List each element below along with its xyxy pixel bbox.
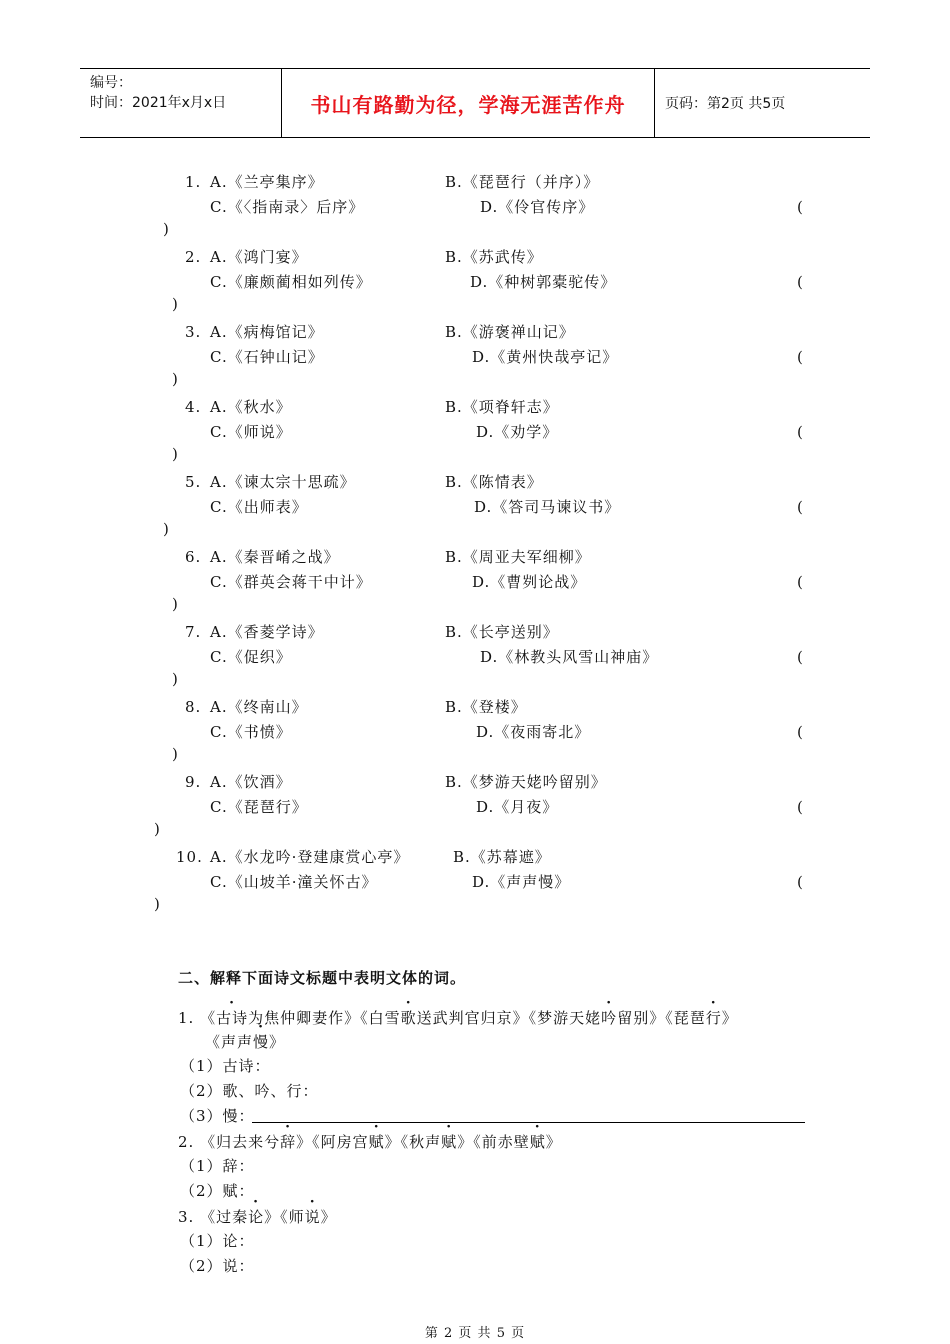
- q3-item-1: （1）论：: [180, 1232, 255, 1250]
- option-a: A.《水龙吟·登建康赏心亭》: [210, 848, 410, 866]
- option-d: D.《种树郭橐驼传》: [470, 273, 617, 291]
- question-number: 10.: [176, 848, 203, 866]
- title-text: 送武判官归京》《梦游天姥: [416, 1009, 602, 1027]
- option-b: B.《苏武传》: [445, 248, 543, 266]
- answer-paren-close: ): [172, 370, 179, 388]
- title-text: 《归去来兮: [200, 1133, 281, 1151]
- answer-paren-open: (: [797, 348, 804, 366]
- option-c: C.《书愤》: [210, 723, 292, 741]
- emphasized-genre-word: 歌: [400, 1009, 417, 1027]
- header-motto: 书山有路勤为径，学海无涯苦作舟: [282, 69, 655, 137]
- page-footer: 第 2 页 共 5 页: [424, 1326, 526, 1341]
- option-a: A.《病梅馆记》: [210, 323, 324, 341]
- title-text: 《过秦: [200, 1208, 249, 1226]
- title-text: 》: [545, 1133, 562, 1151]
- option-a: A.《兰亭集序》: [210, 173, 324, 191]
- answer-paren-open: (: [797, 798, 804, 816]
- option-d: D.《曹刿论战》: [472, 573, 587, 591]
- title-text: 》《阿房宫: [296, 1133, 369, 1151]
- section2-heading: 二、解释下面诗文标题中表明文体的词。: [178, 969, 467, 987]
- q3-titles-line: 3. 《过秦论》《师说》: [178, 1208, 337, 1226]
- option-d: D.《劝学》: [476, 423, 559, 441]
- answer-paren-open: (: [797, 423, 804, 441]
- question-number: 8.: [185, 698, 202, 716]
- answer-paren-open: (: [797, 198, 804, 216]
- header-meta: [80, 69, 282, 137]
- header-page-code: 页码：第2页 共5页: [665, 96, 786, 112]
- option-a: A.《饮酒》: [210, 773, 292, 791]
- q1-titles-line2: [205, 1032, 285, 1052]
- option-a: A.《鸿门宴》: [210, 248, 308, 266]
- option-a: A.《终南山》: [210, 698, 308, 716]
- emphasized-genre-word: 辞: [280, 1133, 297, 1151]
- q2-item-2: （2）赋：: [180, 1182, 255, 1200]
- q1-item-2: （2）歌、吟、行：: [180, 1082, 319, 1100]
- q2-item-1: （1）辞：: [180, 1157, 255, 1175]
- option-a: A.《香菱学诗》: [210, 623, 324, 641]
- option-c: C.《琵琶行》: [210, 798, 308, 816]
- answer-paren-close: ): [172, 295, 179, 313]
- title-text: 《: [200, 1009, 217, 1027]
- answer-paren-close: ): [172, 445, 179, 463]
- title-text: 》: [721, 1009, 738, 1027]
- q1-item-3: （3）慢：: [180, 1107, 255, 1125]
- option-c: C.《〈指南录〉后序》: [210, 198, 365, 216]
- emphasized-genre-word: 赋: [441, 1133, 458, 1151]
- option-b: B.《项脊轩志》: [445, 398, 559, 416]
- emphasized-genre-word: 吟: [601, 1009, 618, 1027]
- answer-paren-open: (: [797, 723, 804, 741]
- answer-paren-open: (: [797, 573, 804, 591]
- option-a: A.《谏太宗十思疏》: [210, 473, 356, 491]
- answer-paren-close: ): [154, 895, 161, 913]
- answer-paren-close: ): [172, 745, 179, 763]
- option-d: D.《伶官传序》: [480, 198, 595, 216]
- option-b: B.《游褒禅山记》: [445, 323, 575, 341]
- question-number: 4.: [185, 398, 202, 416]
- answer-paren-close: ): [154, 820, 161, 838]
- time-label: 时间：2021年x月x日: [90, 95, 227, 111]
- answer-paren-close: ): [163, 220, 170, 238]
- emphasized-genre-word: 慢: [253, 1033, 270, 1051]
- title-text: 》《师: [264, 1208, 305, 1226]
- question-number: 9.: [185, 773, 202, 791]
- option-b: B.《长亭送别》: [445, 623, 559, 641]
- question-number: 1.: [185, 173, 202, 191]
- emphasized-genre-word: 古诗: [216, 1009, 249, 1027]
- option-a: A.《秋水》: [210, 398, 292, 416]
- question-number: 7.: [185, 623, 202, 641]
- question-number: 6.: [185, 548, 202, 566]
- option-d: D.《声声慢》: [472, 873, 571, 891]
- option-b: B.《陈情表》: [445, 473, 543, 491]
- option-c: C.《群英会蒋干中计》: [210, 573, 372, 591]
- option-c: C.《出师表》: [210, 498, 308, 516]
- page-header: [80, 68, 870, 138]
- title-text: 》: [269, 1033, 286, 1051]
- option-c: C.《促织》: [210, 648, 292, 666]
- option-d: D.《月夜》: [476, 798, 559, 816]
- title-text: 》: [320, 1208, 337, 1226]
- emphasized-genre-word: 论: [248, 1208, 265, 1226]
- answer-paren-open: (: [797, 498, 804, 516]
- title-text: 》《前赤壁: [457, 1133, 530, 1151]
- answer-paren-open: (: [797, 873, 804, 891]
- option-b: B.《梦游天姥吟留别》: [445, 773, 607, 791]
- option-b: B.《周亚夫军细柳》: [445, 548, 591, 566]
- q3-item-2: （2）说：: [180, 1257, 255, 1275]
- answer-underline: [252, 1122, 805, 1123]
- option-d: D.《黄州快哉亭记》: [472, 348, 619, 366]
- title-text: 留别》《琵琶: [617, 1009, 706, 1027]
- title-text: 《声声: [205, 1033, 254, 1051]
- q1-titles-line1: 1. 《古诗为焦仲卿妻作》《白雪歌送武判官归京》《梦游天姥吟留别》《琵琶行》: [178, 1009, 738, 1027]
- answer-paren-close: ): [172, 670, 179, 688]
- emphasized-genre-word: 行: [705, 1009, 722, 1027]
- answer-paren-open: (: [797, 273, 804, 291]
- option-b: B.《登楼》: [445, 698, 527, 716]
- answer-paren-open: (: [797, 648, 804, 666]
- q2-titles-line: 2. 《归去来兮辞》《阿房宫赋》《秋声赋》《前赤壁赋》: [178, 1133, 562, 1151]
- option-d: D.《答司马谏议书》: [474, 498, 621, 516]
- title-text: 》《秋声: [384, 1133, 442, 1151]
- title-text: 为焦仲卿妻作》《白雪: [248, 1009, 401, 1027]
- emphasized-genre-word: 说: [304, 1208, 321, 1226]
- number-label: 编号：: [90, 75, 132, 91]
- option-d: D.《夜雨寄北》: [476, 723, 591, 741]
- question-number: 2.: [185, 248, 202, 266]
- question-number: 5.: [185, 473, 202, 491]
- q1-item-1: （1）古诗：: [180, 1057, 271, 1075]
- option-b: B.《琵琶行（并序）》: [445, 173, 600, 191]
- answer-paren-close: ): [163, 520, 170, 538]
- emphasized-genre-word: 赋: [529, 1133, 546, 1151]
- emphasized-genre-word: 赋: [368, 1133, 385, 1151]
- option-a: A.《秦晋崤之战》: [210, 548, 340, 566]
- answer-paren-close: ): [172, 595, 179, 613]
- option-d: D.《林教头风雪山神庙》: [480, 648, 659, 666]
- option-c: C.《师说》: [210, 423, 292, 441]
- option-c: C.《石钟山记》: [210, 348, 324, 366]
- question-number: 3.: [185, 323, 202, 341]
- option-b: B.《苏幕遮》: [453, 848, 551, 866]
- option-c: C.《山坡羊·潼关怀古》: [210, 873, 378, 891]
- option-c: C.《廉颇蔺相如列传》: [210, 273, 372, 291]
